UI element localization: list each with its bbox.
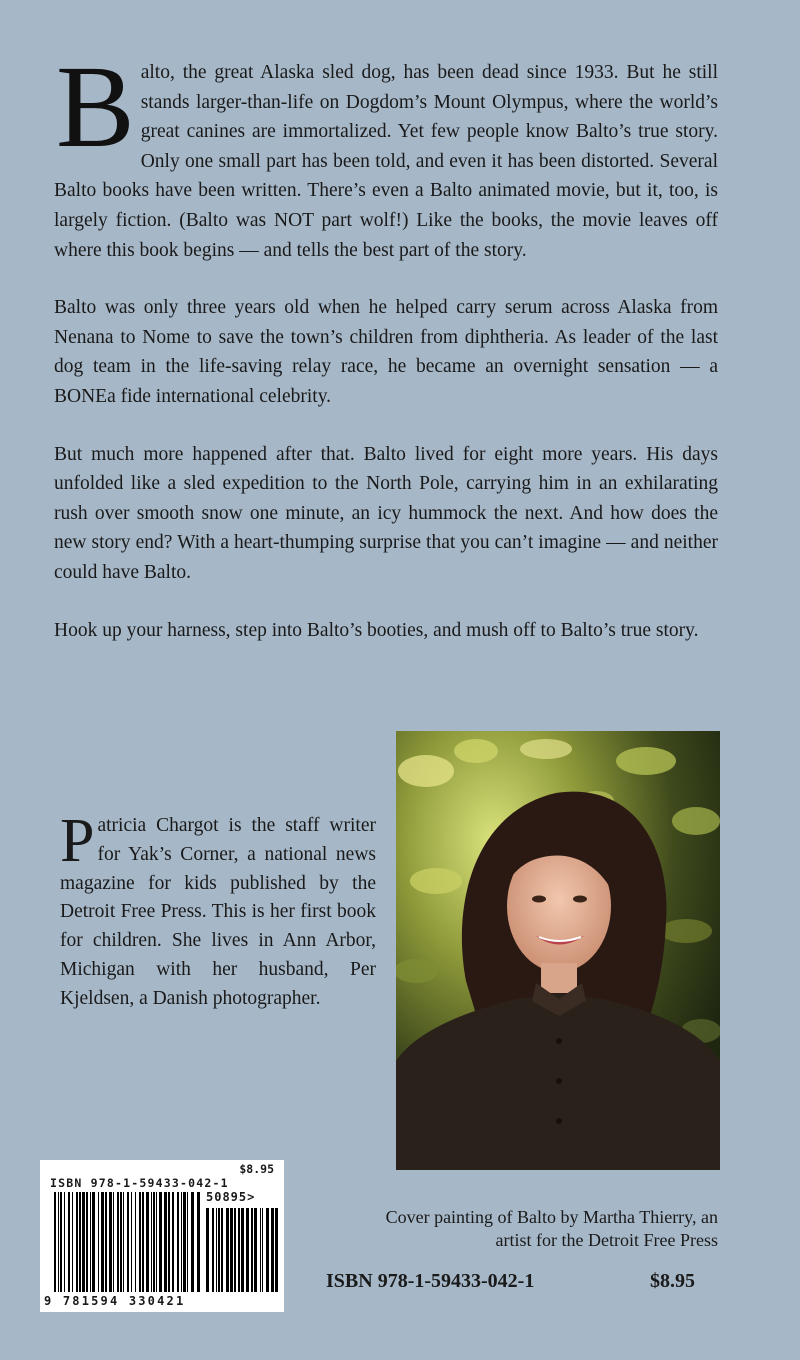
author-portrait-image [396,731,720,1170]
barcode-bars [40,1160,284,1312]
cover-credit: Cover painting of Balto by Martha Thierry, an artist for the Detroit Free Press [385,1207,718,1250]
barcode-label [40,1160,284,1312]
author-bio-text: atricia Chargot is the staff writer for Yak’s Corner, a national news magazine for kids published by the Detroit Free Press. This is her first book for children. She lives in Ann Arbor, Michigan with her husband, Per Kjeldsen, a Danish photographer. [60,815,376,1009]
barcode-addon-digits: 50895> [206,1190,256,1204]
barcode-isbn: ISBN 978-1-59433-042-1 [50,1176,229,1190]
author-photo [396,731,720,1170]
blurb-paragraph-4: Hook up your harness, step into Balto’s booties, and mush off to Balto’s true story. [54,619,699,641]
barcode-digits: 9 781594 330421 [44,1294,186,1308]
barcode-price: $8.95 [239,1162,274,1176]
price-text: $8.95 [650,1270,695,1292]
blurb-paragraph-1 [54,41,718,265]
blurb-paragraph-2: Balto was only three years old when he helped carry serum across Alaska from Nenana to Nome to save the town’s children from diphtheria. As leader of the last dog team in the life-saving relay race, he became an overnight sensation — a BONEa fide international celebrity. [54,297,718,407]
drop-cap-b: B [56,41,135,172]
book-blurb [54,41,718,673]
author-bio [60,807,376,1014]
isbn-text: ISBN 978-1-59433-042-1 [326,1270,535,1292]
drop-cap-p: P [60,807,95,875]
blurb-text-1: alto, the great Alaska sled dog, has been dead since 1933. But he still stands larger-than-life on Dogdom’s Mount Olympus, where the world’s great canines are immortalized. Yet few people know Balto’s true story. Only one small part has been told, and even it has been distorted. Several Balto books have been written. There’s even a Balto animated movie, but it, too, is largely fiction. (Balto was NOT part wolf!) Like the books, the movie leaves off where this book begins — and tells the best part of the story. [54,62,718,261]
blurb-paragraph-3: But much more happened after that. Balto lived for eight more years. His days unfolded like a sled expedition to the North Pole, carrying him in an exhilarating rush over smooth snow one minute, an icy hummock the next. And how does the new story end? With a heart-thumping surprise that you can’t imagine — and neither could have Balto. [54,443,718,583]
